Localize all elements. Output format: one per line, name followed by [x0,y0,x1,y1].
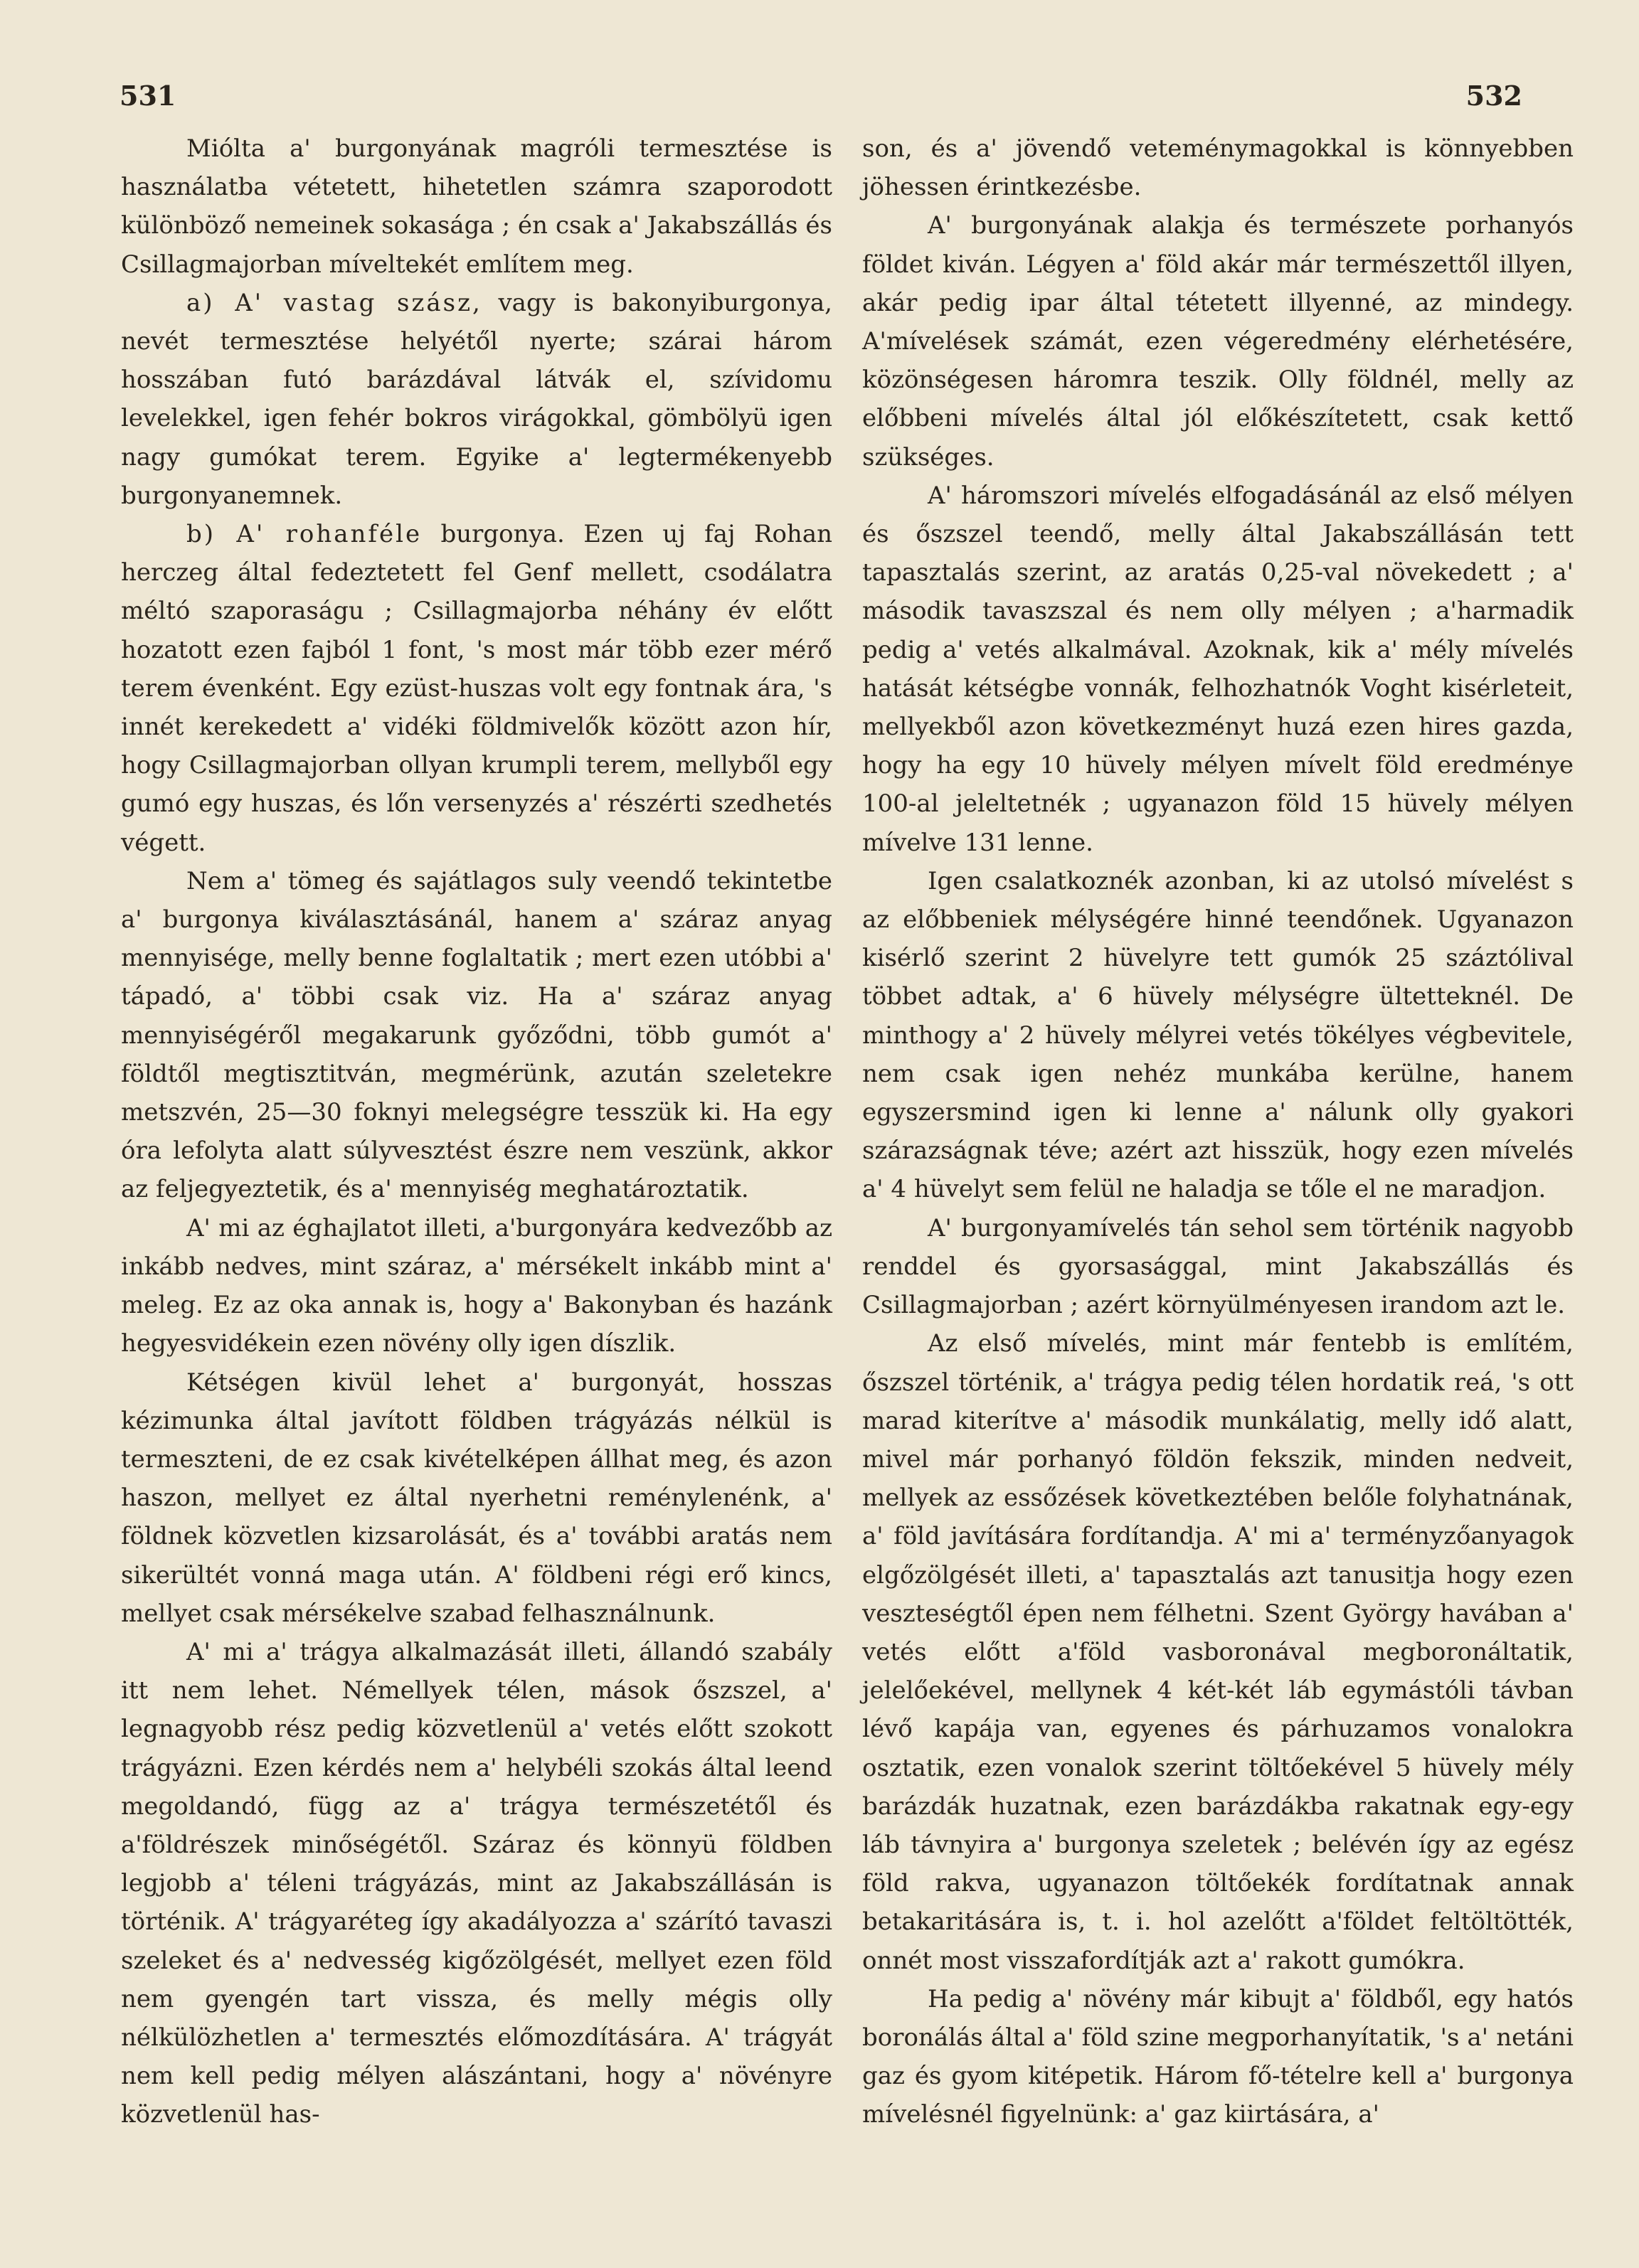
paragraph-text: , vagy is bakonyiburgonya, nevét termesztése helyétől nyerte; szárai három hosszában futó barázdával látvák el, szívidomu levelekkel, igen fehér bokros virágokkal, gömbölyü igen nagy gumókat terem. Egyike a' legtermékenyebb burgonyanemnek. [121,288,832,510]
paragraph: A' burgonyának alakja és természete porhanyós földet kiván. Légyen a' föld akár már természettől illyen, akár pedig ipar által tétetett illyenné, az mindegy. A'mívelések számát, ezen végeredmény elérhetésére, közönségesen háromra teszik. Olly földnél, melly az előbbeni mívelés által jól előkészítetett, csak kettő szükséges. [862,211,1574,472]
paragraph: A' burgonyamívelés tán sehol sem történik nagyobb renddel és gyorsasággal, mint Jakabszállás és Csillagmajorban ; azért környülményesen irandom azt le. [862,1213,1574,1320]
paragraph: A' háromszori mívelés elfogadásánál az első mélyen és őszszel teendő, melly által Jakabszállásán tett tapasztalás szerint, az aratás 0,25-val növekedett ; a' második tavaszszal és nem olly mélyen ; a'harmadik pedig a' vetés alkalmával. Azoknak, kik a' mély mívelés hatását kétségbe vonnák, felhozhatnók Voght kisérleteit, mellyekből azon következményt huzá ezen hires gazda, hogy ha egy 10 hüvely mélyen mívelt föld eredménye 100-al jeleltetnék ; ugyanazon föld 15 hüvely mélyen mívelve 131 lenne. [862,481,1574,857]
paragraph: A' mi a' trágya alkalmazását illeti, állandó szabály itt nem lehet. Némellyek télen, mások őszszel, a' legnagyobb rész pedig közvetlenül a' vetés előtt szokott trágyázni. Ezen kérdés nem a' helybéli szokás által leend megoldandó, függ az a' trágya természetétől és a'földrészek minőségétől. Száraz és könnyü földben legjobb a' téleni trágyázás, mint az Jakabszállásán is történik. A' trágyaréteg így akadályozza a' szárító tavaszi szeleket és a' nedvesség kigőzölgését, mellyet ezen föld nem gyengén tart vissza, és melly mégis olly nélkülözhetlen a' termesztés előmozdítására. A' trágyát nem kell pedig mélyen alászántani, hogy a' növényre közvetlenül has- [121,1637,832,2129]
paragraph: A' mi az éghajlatot illeti, a'burgonyára kedvezőbb az inkább nedves, mint száraz, a' mérsékelt inkább mint a' meleg. Ez az oka annak is, hogy a' Bakonyban és hazánk hegyesvidékein ezen növény olly igen díszlik. [121,1213,832,1358]
paragraph: Ha pedig a' növény már kibujt a' földből, egy hatós boronálás által a' föld szine megporhanyítatik, 's a' netáni gaz és gyom kitépetik. Három fő-tételre kell a' burgonya mívelésnél figyelnünk: a' gaz kiirtására, a' [862,1984,1574,2129]
paragraph: Kétségen kivül lehet a' burgonyát, hosszas kézimunka által javított földben trágyázás nélkül is termeszteni, de ez csak kivételképen állhat meg, és azon haszon, mellyet ez által nyerhetni reménylenénk, a' földnek közvetlen kizsarolását, és a' további aratás nem sikerültét vonná maga után. A' földbeni régi erő kincs, mellyet csak mérsékelve szabad felhasználnunk. [121,1368,832,1628]
paragraph [121,284,832,515]
left-column [121,129,832,2134]
variety-label: a) A' vastag szász [186,288,473,317]
paragraph: Igen csalatkoznék azonban, ki az utolsó mívelést s az előbbeniek mélységére hinné teendőnek. Ugyanazon kisérlő szerint 2 hüvelyre tett gumók 25 száztólival többet adtak, a' 6 hüvely mélységre ültetteknél. De minthogy a' 2 hüvely mélyrei vetés tökélyes végbevitele, nem csak igen nehéz munkába kerülne, hanem egyszersmind igen ki lenne a' nálunk olly gyakori szárazságnak téve; azért azt hisszük, hogy ezen mívelés a' 4 hüvelyt sem felül ne haladja se tőle el ne maradjon. [862,866,1574,1204]
paragraph-continuation: son, és a' jövendő veteménymagokkal is könnyebben jöhessen érintkezésbe. [862,134,1574,202]
paragraph: Az első mívelés, mint már fentebb is említém, őszszel történik, a' trágya pedig télen hordatik reá, 's ott marad kiterítve a' második munkálatig, melly idő alatt, mivel már porhanyó földön fekszik, minden nedveit, mellyek az essőzések következtében belőle folyhatnának, a' föld javítására fordítandja. A' mi a' terményzőanyagok elgőzölgését illeti, a' tapasztalás azt tanusitja hogy ezen veszteségtől épen nem félhetni. Szent György havában a' vetés előtt a'föld vasboronával megboronáltatik, jelelőekével, mellynek 4 két-két láb egymástóli távban lévő kapája van, egyenes és párhuzamos vonalokra osztatik, ezen vonalok szerint töltőekével 5 hüvely mély barázdák huzatnak, ezen barázdákba rakatnak egy-egy láb távnyira a' burgonya szeletek ; belévén így az egész föld rakva, ugyanazon töltőekék fordítatnak annak betakaritására is, t. i. hol azelőtt a'földet feltöltötték, onnét most visszafordítják azt a' rakott gumókra. [862,1329,1574,1975]
variety-label: b) A' rohanféle [186,520,423,549]
paragraph [121,515,832,862]
paragraph: Miólta a' burgonyának magróli termesztése is használatba vétetett, hihetetlen számra szaporodott különböző nemeinek sokasága ; én csak a' Jakabszállás és Csillagmajorban míveltekét említem meg. [121,134,832,279]
page-number-right: 532 [1465,80,1522,112]
paragraph-text: burgonya. Ezen uj faj Rohan herczeg által fedeztetett fel Genf mellett, csodálatra méltó szaporaságu ; Csillagmajorba néhány év előtt hozatott ezen fajból 1 font, 's most már több ezer mérő terem évenként. Egy ezüst-huszas volt egy fontnak ára, 's innét kerekedett a' vidéki földmivelők között azon hír, hogy Csillagmajorban ollyan krumpli terem, mellyből egy gumó egy huszas, és lőn versenyzés a' részérti szedhetés végett. [121,520,832,857]
paragraph: Nem a' tömeg és sajátlagos suly veendő tekintetbe a' burgonya kiválasztásánál, hanem a' száraz anyag mennyisége, melly benne foglaltatik ; mert ezen utóbbi a' tápadó, a' többi csak viz. Ha a' száraz anyag mennyiségéről megakarunk győződni, több gumót a' földtől megtisztitván, megmérünk, azután szeletekre metszvén, 25—30 foknyi melegségre tesszük ki. Ha egy óra lefolyta alatt súlyvesztést észre nem veszünk, akkor az feljegyeztetik, és a' mennyiség meghatároztatik. [121,866,832,1204]
page-number-left: 531 [120,80,176,112]
right-column [862,129,1574,2134]
